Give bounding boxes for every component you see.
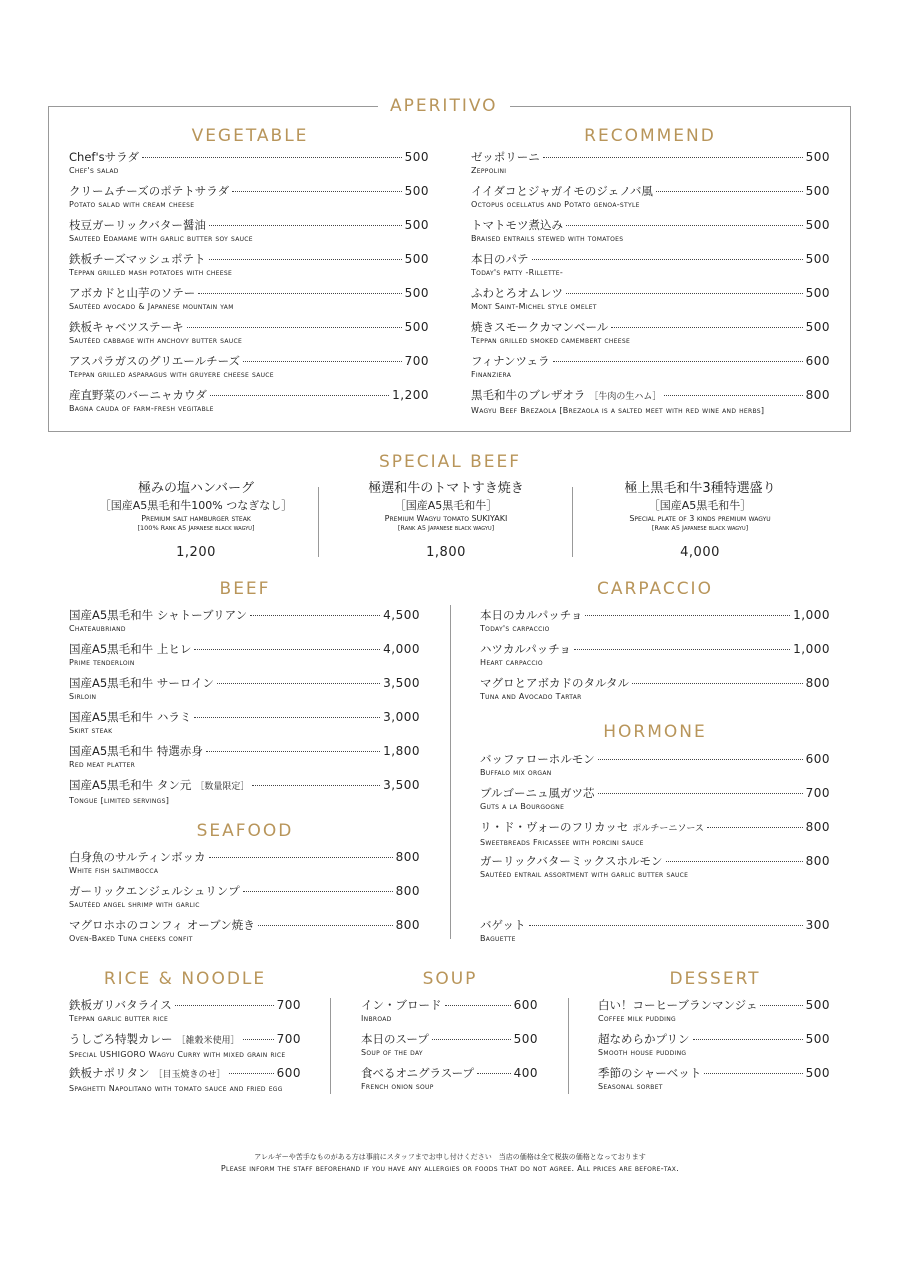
leader-dots bbox=[198, 293, 401, 294]
item-price: 500 bbox=[805, 218, 830, 232]
leader-dots bbox=[585, 615, 790, 616]
item-name-en: Coffee milk pudding bbox=[598, 1014, 676, 1023]
footer-en: Please inform the staff beforehand if you have any allergies or foods that do not agree. All prices are before-tax. bbox=[220, 1164, 680, 1173]
item-price: 500 bbox=[404, 184, 429, 198]
item-name-jp: 超なめらかプリン bbox=[598, 1032, 690, 1046]
item-price: 3,000 bbox=[383, 710, 420, 724]
item-price: 300 bbox=[805, 918, 830, 932]
divider bbox=[330, 998, 331, 1094]
menu-item bbox=[480, 786, 830, 820]
item-price: 600 bbox=[276, 1066, 301, 1080]
leader-dots bbox=[209, 225, 402, 226]
leader-dots bbox=[142, 157, 402, 158]
leader-dots bbox=[229, 1073, 274, 1074]
item-price: 500 bbox=[805, 252, 830, 266]
menu-item bbox=[69, 676, 420, 710]
leader-dots bbox=[707, 827, 803, 828]
item-name-jp: アスパラガスのグリエールチーズ bbox=[69, 354, 241, 368]
item-note-jp: ［目玉焼きのせ］ bbox=[153, 1070, 226, 1080]
item-name-jp: マグロとアボカドのタルタル bbox=[480, 676, 630, 690]
special-title: 極みの塩ハンバーグ bbox=[137, 481, 255, 496]
menu-item bbox=[69, 1066, 301, 1100]
special-beef-title: SPECIAL BEEF bbox=[378, 452, 522, 472]
item-name-jp: ハツカルパッチョ bbox=[480, 642, 571, 656]
item-name-jp: 枝豆ガーリックバター醤油 bbox=[69, 218, 206, 232]
item-name-jp: クリームチーズのポテトサラダ bbox=[69, 184, 230, 198]
item-price: 800 bbox=[805, 388, 830, 402]
leader-dots bbox=[445, 1005, 511, 1006]
special-beef-item bbox=[70, 480, 322, 560]
menu-item bbox=[69, 286, 429, 320]
menu-item bbox=[69, 608, 420, 642]
special-title: 極上黒毛和牛3種特選盛り bbox=[624, 481, 776, 496]
item-name-jp: イン・ブロード bbox=[361, 998, 442, 1012]
hormone-title: HORMONE bbox=[603, 722, 707, 742]
leader-dots bbox=[194, 717, 380, 718]
leader-dots bbox=[258, 925, 393, 926]
item-name-en: Soup of the day bbox=[361, 1048, 423, 1057]
menu-item bbox=[471, 150, 830, 184]
item-price: 3,500 bbox=[383, 778, 420, 792]
leader-dots bbox=[611, 327, 802, 328]
leader-dots bbox=[243, 891, 393, 892]
item-name-en: Red meat platter bbox=[69, 760, 136, 769]
item-price: 500 bbox=[805, 1032, 830, 1046]
item-price: 800 bbox=[805, 820, 830, 834]
leader-dots bbox=[656, 191, 803, 192]
item-name-jp: ゼッポリーニ bbox=[471, 150, 540, 164]
menu-item bbox=[69, 184, 429, 218]
leader-dots bbox=[574, 649, 790, 650]
leader-dots bbox=[760, 1005, 802, 1006]
menu-item bbox=[69, 744, 420, 778]
leader-dots bbox=[532, 259, 803, 260]
item-name-jp: フィナンツェラ bbox=[471, 354, 550, 368]
menu-item bbox=[361, 998, 538, 1032]
item-price: 800 bbox=[805, 676, 830, 690]
special-beef-item bbox=[320, 480, 572, 560]
leader-dots bbox=[664, 395, 802, 396]
seafood-list bbox=[69, 850, 420, 952]
item-name-jp: バッファローホルモン bbox=[480, 752, 595, 766]
item-name-jp: バゲット bbox=[480, 918, 526, 932]
item-name-en: Spaghetti Napolitano with tomato sauce and fried egg bbox=[69, 1084, 283, 1093]
item-name-en: Prime tenderloin bbox=[69, 658, 135, 667]
item-name-en: Sautéed cabbage with anchovy butter sauce bbox=[69, 336, 243, 345]
menu-item bbox=[480, 854, 830, 888]
leader-dots bbox=[477, 1073, 511, 1074]
item-price: 600 bbox=[513, 998, 538, 1012]
item-name-en: Teppan grilled mash potatoes with cheese bbox=[69, 268, 233, 277]
soup-list bbox=[361, 998, 538, 1100]
item-name-en: Skirt steak bbox=[69, 726, 113, 735]
item-name-jp: 国産A5黒毛和牛 サーロイン bbox=[69, 676, 214, 690]
item-price: 4,000 bbox=[383, 642, 420, 656]
item-name-jp: 食べるオニグラスープ bbox=[361, 1066, 475, 1080]
item-name-jp: 本日のカルパッチョ bbox=[480, 608, 583, 622]
menu-item bbox=[480, 752, 830, 786]
special-title: 極選和牛のトマトすき焼き bbox=[368, 481, 524, 496]
item-note-jp: ［牛肉の生ハム］ bbox=[589, 392, 662, 402]
item-name-jp: トマトモツ煮込み bbox=[471, 218, 563, 232]
item-name-jp: マグロホホのコンフィ オーブン焼き bbox=[69, 918, 255, 932]
item-name-en: Chef's salad bbox=[69, 166, 119, 175]
item-name-en: Sauteed Edamame with garlic butter soy sauce bbox=[69, 234, 253, 243]
special-en: Premium salt hamburger steak bbox=[141, 514, 251, 523]
item-name-en: Wagyu Beef Brezaola [Brezaola is a salted meet with red wine and herbs] bbox=[471, 406, 765, 415]
leader-dots bbox=[210, 395, 389, 396]
item-price: 500 bbox=[404, 252, 429, 266]
item-name-en: Bagna cauda of farm-fresh vegitable bbox=[69, 404, 214, 413]
item-name-jp: アボカドと山芋のソテー bbox=[69, 286, 196, 300]
item-price: 800 bbox=[395, 850, 420, 864]
leader-dots bbox=[432, 1039, 511, 1040]
item-name-en: Sweetbreads Fricassee with porcini sauce bbox=[480, 838, 644, 847]
menu-item bbox=[361, 1066, 538, 1100]
item-name-jp: リ・ド・ヴォーのフリカッセ ポルチーニソース bbox=[480, 820, 704, 834]
item-name-en: Seasonal sorbet bbox=[598, 1082, 663, 1091]
item-name-jp: 国産A5黒毛和牛 特選赤身 bbox=[69, 744, 203, 758]
item-name-en: Sautéed entrail assortment with garlic butter sauce bbox=[480, 870, 689, 879]
item-price: 500 bbox=[404, 286, 429, 300]
special-price: 1,800 bbox=[426, 545, 466, 560]
menu-item bbox=[471, 184, 830, 218]
item-name-jp: 鉄板ガリバタライス bbox=[69, 998, 172, 1012]
leader-dots bbox=[529, 925, 803, 926]
dessert-title: DESSERT bbox=[669, 969, 761, 989]
menu-item bbox=[69, 710, 420, 744]
menu-item bbox=[598, 1066, 830, 1100]
menu-item bbox=[480, 918, 830, 952]
beef-list bbox=[69, 608, 420, 812]
item-name-en: Braised entrails stewed with tomatoes bbox=[471, 234, 624, 243]
menu-item bbox=[69, 918, 420, 952]
divider bbox=[572, 487, 573, 557]
item-price: 600 bbox=[805, 752, 830, 766]
item-name-jp: ガーリックバターミックスホルモン bbox=[480, 854, 663, 868]
special-en: Special plate of 3 kinds premium wagyu bbox=[629, 514, 771, 523]
leader-dots bbox=[252, 785, 380, 786]
item-name-en: Today's carpaccio bbox=[480, 624, 550, 633]
menu-item bbox=[471, 286, 830, 320]
item-price: 800 bbox=[395, 918, 420, 932]
menu-item bbox=[69, 320, 429, 354]
item-name-jp: 白い！コーヒーブランマンジェ bbox=[598, 998, 758, 1012]
item-name-jp: 黒毛和牛のブレザオラ ［牛肉の生ハム］ bbox=[471, 388, 662, 402]
special-en: Premium Wagyu tomato SUKIYAKI bbox=[384, 514, 508, 523]
special-subtitle: ［国産A5黒毛和牛］ bbox=[394, 499, 498, 512]
menu-item bbox=[69, 1032, 301, 1066]
item-price: 700 bbox=[805, 786, 830, 800]
item-name-en: Oven-Baked Tuna cheeks confit bbox=[69, 934, 193, 943]
carpaccio-title: CARPACCIO bbox=[597, 579, 713, 599]
menu-item bbox=[69, 252, 429, 286]
item-name-jp: 季節のシャーベット bbox=[598, 1066, 702, 1080]
item-name-jp: 国産A5黒毛和牛 タン元 ［数量限定］ bbox=[69, 778, 250, 792]
item-name-jp: 鉄板チーズマッシュポテト bbox=[69, 252, 206, 266]
carpaccio-list bbox=[480, 608, 830, 710]
menu-item bbox=[480, 676, 830, 710]
item-price: 500 bbox=[805, 998, 830, 1012]
leader-dots bbox=[206, 751, 380, 752]
recommend-list bbox=[471, 150, 830, 422]
item-name-jp: ガーリックエンジェルシュリンプ bbox=[69, 884, 240, 898]
item-name-en: Buffalo mix organ bbox=[480, 768, 552, 777]
special-en-note: [100% Rank A5 Japanese black wagyu] bbox=[137, 524, 255, 532]
item-name-en: Smooth house pudding bbox=[598, 1048, 687, 1057]
item-name-jp: ふわとろオムレツ bbox=[471, 286, 563, 300]
leader-dots bbox=[566, 293, 803, 294]
item-name-en: Zeppolini bbox=[471, 166, 507, 175]
menu-item bbox=[69, 150, 429, 184]
leader-dots bbox=[704, 1073, 802, 1074]
item-price: 1,000 bbox=[793, 608, 830, 622]
special-subtitle: ［国産A5黒毛和牛100% つなぎなし］ bbox=[99, 499, 293, 512]
item-price: 500 bbox=[805, 150, 830, 164]
item-note-jp: ポルチーニソース bbox=[632, 824, 704, 834]
leader-dots bbox=[566, 225, 803, 226]
item-name-jp: Chef'sサラダ bbox=[69, 150, 139, 164]
item-price: 500 bbox=[805, 184, 830, 198]
menu-item bbox=[471, 354, 830, 388]
special-subtitle: ［国産A5黒毛和牛］ bbox=[648, 499, 752, 512]
item-name-en: White fish saltimbocca bbox=[69, 866, 159, 875]
item-price: 700 bbox=[276, 1032, 301, 1046]
item-name-en: Sautéed avocado & Japanese mountain yam bbox=[69, 302, 234, 311]
divider bbox=[450, 605, 451, 939]
item-name-jp: 本日のパテ bbox=[471, 252, 529, 266]
special-beef-item bbox=[574, 480, 826, 560]
leader-dots bbox=[553, 361, 803, 362]
menu-item bbox=[69, 778, 420, 812]
menu-item bbox=[480, 608, 830, 642]
menu-item bbox=[69, 884, 420, 918]
dessert-list bbox=[598, 998, 830, 1100]
item-name-en: Sirloin bbox=[69, 692, 97, 701]
item-price: 500 bbox=[805, 1066, 830, 1080]
seafood-title: SEAFOOD bbox=[196, 821, 294, 841]
rice-noodle-list bbox=[69, 998, 301, 1100]
leader-dots bbox=[666, 861, 803, 862]
special-price: 4,000 bbox=[680, 545, 720, 560]
item-name-jp: 焼きスモークカマンベール bbox=[471, 320, 609, 334]
menu-item bbox=[69, 354, 429, 388]
item-note-jp: ［数量限定］ bbox=[195, 782, 250, 792]
special-en-note: [Rank A5 Japanese black wagyu] bbox=[397, 524, 495, 532]
menu-item bbox=[69, 388, 429, 422]
rice-noodle-title: RICE & NOODLE bbox=[103, 969, 267, 989]
soup-title: SOUP bbox=[422, 969, 478, 989]
leader-dots bbox=[243, 361, 402, 362]
item-price: 800 bbox=[805, 854, 830, 868]
leader-dots bbox=[598, 759, 803, 760]
item-name-jp: 国産A5黒毛和牛 ハラミ bbox=[69, 710, 192, 724]
divider bbox=[568, 998, 569, 1094]
item-name-jp: イイダコとジャガイモのジェノバ風 bbox=[471, 184, 653, 198]
menu-item bbox=[598, 998, 830, 1032]
item-price: 500 bbox=[513, 1032, 538, 1046]
item-name-jp: 鉄板ナポリタン ［目玉焼きのせ］ bbox=[69, 1066, 226, 1080]
item-price: 500 bbox=[805, 286, 830, 300]
item-name-en: Teppan garlic butter rice bbox=[69, 1014, 169, 1023]
item-name-en: Teppan grilled asparagus with gruyere cheese sauce bbox=[69, 370, 274, 379]
vegetable-title: VEGETABLE bbox=[191, 126, 309, 146]
item-name-en: Finanziera bbox=[471, 370, 512, 379]
item-name-jp: うしごろ特製カレー ［雑穀米使用］ bbox=[69, 1032, 240, 1046]
menu-item bbox=[471, 218, 830, 252]
item-price: 800 bbox=[395, 884, 420, 898]
item-name-en: Tuna and Avocado Tartar bbox=[480, 692, 582, 701]
hormone-list bbox=[480, 752, 830, 888]
item-name-en: Guts a la Bourgogne bbox=[480, 802, 565, 811]
menu-item bbox=[480, 642, 830, 676]
item-name-en: Sautéed angel shrimp with garlic bbox=[69, 900, 200, 909]
item-name-en: Special USHIGORO Wagyu Curry with mixed grain rice bbox=[69, 1050, 286, 1059]
item-price: 1,800 bbox=[383, 744, 420, 758]
item-name-en: Mont Saint-Michel style omelet bbox=[471, 302, 597, 311]
item-name-en: Potato salad with cream cheese bbox=[69, 200, 195, 209]
menu-item bbox=[361, 1032, 538, 1066]
menu-item bbox=[471, 252, 830, 286]
item-name-jp: 白身魚のサルティンボッカ bbox=[69, 850, 206, 864]
item-note-jp: ［雑穀米使用］ bbox=[176, 1036, 240, 1046]
divider bbox=[318, 487, 319, 557]
leader-dots bbox=[209, 857, 393, 858]
leader-dots bbox=[175, 1005, 274, 1006]
item-name-jp: 国産A5黒毛和牛 上ヒレ bbox=[69, 642, 192, 656]
item-name-en: French onion soup bbox=[361, 1082, 434, 1091]
leader-dots bbox=[187, 327, 402, 328]
leader-dots bbox=[243, 1039, 274, 1040]
item-name-en: Heart carpaccio bbox=[480, 658, 543, 667]
item-price: 400 bbox=[513, 1066, 538, 1080]
item-price: 1,200 bbox=[392, 388, 429, 402]
item-price: 500 bbox=[404, 320, 429, 334]
menu-item bbox=[471, 320, 830, 354]
leader-dots bbox=[598, 793, 803, 794]
leader-dots bbox=[543, 157, 803, 158]
item-price: 700 bbox=[276, 998, 301, 1012]
item-price: 1,000 bbox=[793, 642, 830, 656]
special-price: 1,200 bbox=[176, 545, 216, 560]
item-name-en: Chateaubriand bbox=[69, 624, 126, 633]
recommend-title: RECOMMEND bbox=[584, 126, 716, 146]
leader-dots bbox=[217, 683, 380, 684]
item-name-jp: 産直野菜のバーニャカウダ bbox=[69, 388, 207, 402]
item-price: 500 bbox=[404, 150, 429, 164]
item-price: 600 bbox=[805, 354, 830, 368]
leader-dots bbox=[194, 649, 380, 650]
item-name-jp: ブルゴーニュ風ガツ芯 bbox=[480, 786, 595, 800]
item-price: 700 bbox=[404, 354, 429, 368]
item-name-en: Teppan grilled smoked camembert cheese bbox=[471, 336, 631, 345]
leader-dots bbox=[209, 259, 402, 260]
menu-item bbox=[480, 820, 830, 854]
menu-item bbox=[69, 642, 420, 676]
footer-jp: アレルギーや苦手なものがある方は事前にスタッフまでお申し付けください 当店の価格は全て税抜の価格となっております bbox=[254, 1153, 646, 1161]
vegetable-list bbox=[69, 150, 429, 422]
menu-item bbox=[598, 1032, 830, 1066]
item-name-en: Inbroad bbox=[361, 1014, 392, 1023]
leader-dots bbox=[232, 191, 402, 192]
item-name-jp: 本日のスープ bbox=[361, 1032, 429, 1046]
aperitivo-title: APERITIVO bbox=[378, 96, 510, 116]
item-name-jp: 国産A5黒毛和牛 シャトーブリアン bbox=[69, 608, 248, 622]
item-price: 3,500 bbox=[383, 676, 420, 690]
item-name-en: Octopus ocellatus and Potato genoa-style bbox=[471, 200, 640, 209]
special-en-note: [Rank A5 Japanese black wagyu] bbox=[651, 524, 749, 532]
menu-item bbox=[69, 218, 429, 252]
item-name-jp: 鉄板キャベツステーキ bbox=[69, 320, 184, 334]
menu-item bbox=[69, 998, 301, 1032]
item-name-en: Today's patty -Rillette- bbox=[471, 268, 564, 277]
beef-title: BEEF bbox=[219, 579, 271, 599]
item-price: 4,500 bbox=[383, 608, 420, 622]
leader-dots bbox=[250, 615, 380, 616]
item-price: 500 bbox=[805, 320, 830, 334]
item-price: 500 bbox=[404, 218, 429, 232]
leader-dots bbox=[632, 683, 803, 684]
hormone-extra bbox=[480, 918, 830, 952]
menu-item bbox=[471, 388, 830, 422]
leader-dots bbox=[693, 1039, 803, 1040]
menu-item bbox=[69, 850, 420, 884]
item-name-en: Baguette bbox=[480, 934, 516, 943]
item-name-en: Tongue [limited servings] bbox=[69, 796, 170, 805]
